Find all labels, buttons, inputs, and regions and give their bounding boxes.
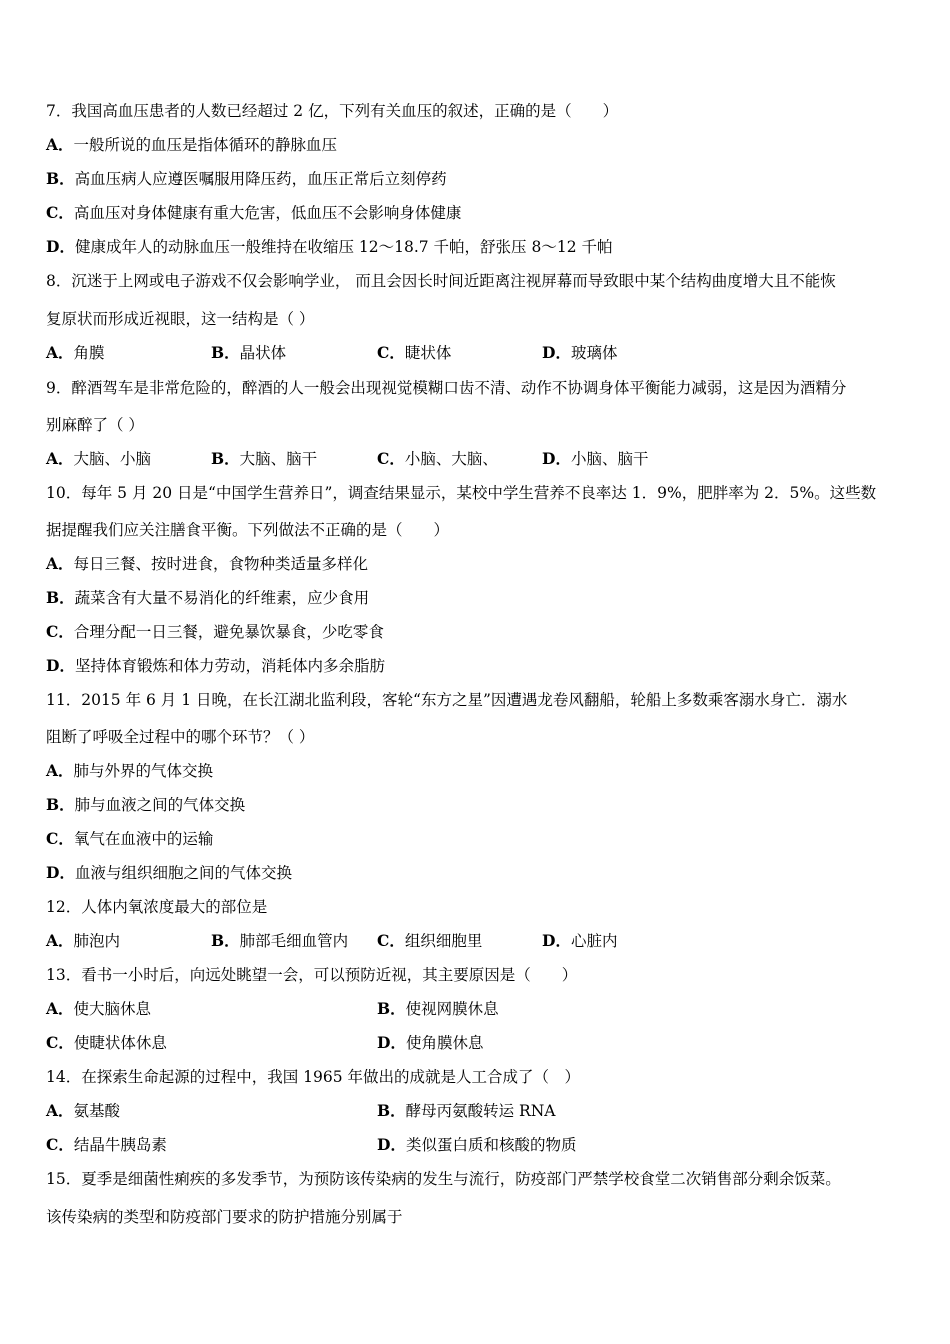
option-a: A．使大脑休息 <box>46 999 152 1018</box>
option-d: D．心脏内 <box>542 931 618 950</box>
option-c: C．睫状体 <box>377 343 452 362</box>
option-b: B．肺与血液之间的气体交换 <box>46 795 246 814</box>
option-d: D．类似蛋白质和核酸的物质 <box>377 1135 577 1154</box>
option-b: B．使视网膜休息 <box>377 999 499 1018</box>
question-12-stem: 12．人体内氧浓度最大的部位是 <box>46 898 268 916</box>
option-c: C．结晶牛胰岛素 <box>46 1135 167 1154</box>
option-b: B．晶状体 <box>211 343 287 362</box>
option-c: C．高血压对身体健康有重大危害，低血压不会影响身体健康 <box>46 203 462 222</box>
option-d: D．使角膜休息 <box>377 1033 484 1052</box>
question-14-stem: 14．在探索生命起源的过程中，我国 1965 年做出的成就是人工合成了（ ） <box>46 1068 581 1086</box>
option-d: D．玻璃体 <box>542 343 618 362</box>
option-a: A．氨基酸 <box>46 1101 121 1120</box>
option-a: A．肺与外界的气体交换 <box>46 761 214 780</box>
option-b: B．大脑、脑干 <box>211 449 318 468</box>
option-c: C．氧气在血液中的运输 <box>46 829 214 848</box>
option-a: A．肺泡内 <box>46 931 121 950</box>
option-a: A．一般所说的血压是指体循环的静脉血压 <box>46 135 338 154</box>
question-11-stem: 11．2015 年 6 月 1 日晚，在长江湖北监利段，客轮“东方之星”因遭遇龙卷风翻船，轮船上多数乘客溺水身亡．溺水 <box>46 691 848 709</box>
question-9-stem-cont: 别麻醉了（ ） <box>46 416 144 434</box>
question-9-stem: 9．醉酒驾车是非常危险的，醉酒的人一般会出现视觉模糊口齿不清、动作不协调身体平衡能力减弱，这是因为酒精分 <box>46 379 847 397</box>
option-b: B．肺部毛细血管内 <box>211 931 349 950</box>
option-c: C．使睫状体休息 <box>46 1033 167 1052</box>
option-b: B．酵母丙氨酸转运 RNA <box>377 1101 556 1120</box>
option-a: A．每日三餐、按时进食，食物种类适量多样化 <box>46 554 369 573</box>
question-10-stem-cont: 据提醒我们应关注膳食平衡。下列做法不正确的是（ ） <box>46 521 450 539</box>
option-b: B．高血压病人应遵医嘱服用降压药，血压正常后立刻停药 <box>46 169 447 188</box>
option-a: A．角膜 <box>46 343 105 362</box>
question-15-stem-cont: 该传染病的类型和防疫部门要求的防护措施分别属于 <box>46 1208 403 1226</box>
option-a: A．大脑、小脑 <box>46 449 152 468</box>
option-d: D．坚持体育锻炼和体力劳动，消耗体内多余脂肪 <box>46 656 385 675</box>
question-7-stem: 7．我国高血压患者的人数已经超过 2 亿，下列有关血压的叙述，正确的是（ ） <box>46 102 619 120</box>
option-c: C．小脑、大脑、 <box>377 449 498 468</box>
question-8-stem: 8．沉迷于上网或电子游戏不仅会影响学业， 而且会因长时间近距离注视屏幕而导致眼中某个结构曲度增大且不能恢 <box>46 272 836 290</box>
option-d: D．小脑、脑干 <box>542 449 649 468</box>
question-10-stem: 10．每年 5 月 20 日是“中国学生营养日”，调查结果显示，某校中学生营养不良率达 1．9%，肥胖率为 2．5%。这些数 <box>46 484 877 502</box>
option-b: B．蔬菜含有大量不易消化的纤维素，应少食用 <box>46 588 370 607</box>
question-8-stem-cont: 复原状而形成近视眼，这一结构是（ ） <box>46 310 315 328</box>
option-c: C．组织细胞里 <box>377 931 483 950</box>
question-15-stem: 15．夏季是细菌性痢疾的多发季节，为预防该传染病的发生与流行，防疫部门严禁学校食堂二次销售部分剩余饭菜。 <box>46 1170 841 1188</box>
question-11-stem-cont: 阻断了呼吸全过程中的哪个环节？（ ） <box>46 728 315 746</box>
option-d: D．血液与组织细胞之间的气体交换 <box>46 863 292 882</box>
question-13-stem: 13．看书一小时后，向远处眺望一会，可以预防近视，其主要原因是（ ） <box>46 966 578 984</box>
option-d: D．健康成年人的动脉血压一般维持在收缩压 12～18.7 千帕，舒张压 8～12 千帕 <box>46 237 613 256</box>
option-c: C．合理分配一日三餐，避免暴饮暴食，少吃零食 <box>46 622 384 641</box>
